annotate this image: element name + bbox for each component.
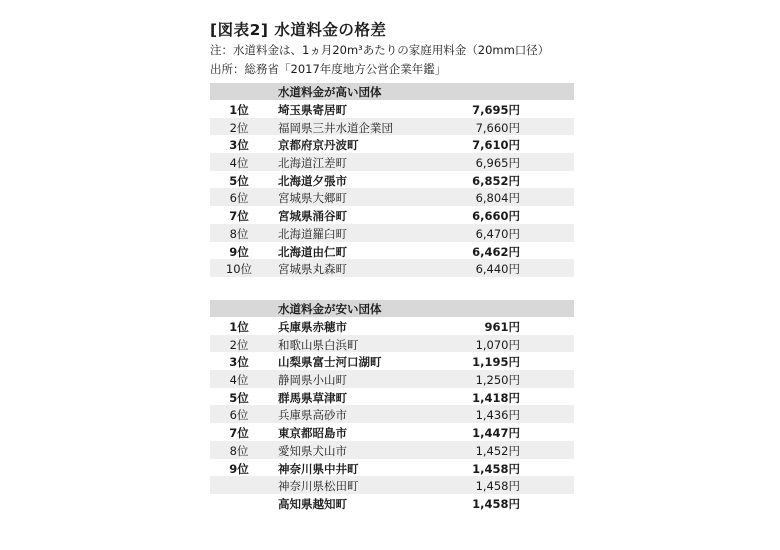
- table-row: [210, 188, 574, 206]
- table-row: [210, 441, 574, 459]
- row-name: 宮城県丸森町: [278, 262, 347, 277]
- row-price: 6,660円: [472, 209, 520, 224]
- row-rank: 6位: [229, 408, 249, 423]
- row-rank: 8位: [229, 226, 249, 241]
- source-note: 出所：総務省「2017年度地方公営企業年鑑」: [210, 62, 447, 76]
- row-price: 6,462円: [472, 244, 520, 259]
- row-price: 1,458円: [472, 496, 520, 511]
- row-name: 高知県越知町: [278, 496, 347, 511]
- row-price: 6,852円: [472, 173, 520, 188]
- row-name: 愛知県犬山市: [278, 443, 347, 458]
- table-row: [210, 118, 574, 136]
- row-name: 群馬県草津町: [278, 390, 347, 405]
- table-row: [210, 171, 574, 189]
- row-name: 宮城県涌谷町: [278, 209, 347, 224]
- row-name: 埼玉県寄居町: [278, 103, 347, 117]
- row-price: 1,250円: [475, 373, 520, 388]
- table-body: [210, 100, 574, 277]
- row-rank: 4位: [229, 156, 249, 171]
- row-name: 神奈川県中井町: [278, 461, 359, 476]
- table-row: [210, 259, 574, 277]
- footnote: 注：水道料金は、1ヵ月20m³あたりの家庭用料金（20mm口径）: [210, 43, 550, 57]
- row-rank: 2位: [229, 337, 249, 352]
- table-row: [210, 317, 574, 335]
- table-header-label: 水道料金が安い団体: [278, 302, 382, 316]
- row-rank: 10位: [225, 262, 253, 277]
- row-price: 7,610円: [472, 138, 520, 153]
- row-name: 東京都昭島市: [278, 426, 347, 441]
- table-row: [210, 100, 574, 118]
- row-price: 6,965円: [475, 156, 520, 171]
- table-row: [210, 388, 574, 406]
- row-price: 1,436円: [475, 408, 520, 423]
- table-header-label: 水道料金が高い団体: [278, 85, 382, 99]
- row-name: 宮城県大郷町: [278, 191, 347, 206]
- row-name: 山梨県富士河口湖町: [278, 355, 382, 370]
- row-price: 6,470円: [475, 226, 520, 241]
- row-name: 神奈川県松田町: [278, 479, 359, 494]
- row-price: 1,195円: [472, 355, 520, 370]
- low-price-table: [210, 300, 574, 512]
- table-row: [210, 476, 574, 494]
- row-rank: 9位: [229, 244, 249, 259]
- row-rank: 1位: [229, 320, 249, 334]
- table-row: [210, 153, 574, 171]
- row-rank: 5位: [229, 390, 249, 405]
- row-rank: 8位: [229, 443, 249, 458]
- table-row: [210, 335, 574, 353]
- row-name: 静岡県小山町: [278, 373, 347, 388]
- row-rank: 4位: [229, 373, 249, 388]
- row-name: 兵庫県高砂市: [278, 408, 347, 423]
- table-row: [210, 135, 574, 153]
- table-header: [210, 83, 574, 100]
- row-rank: 1位: [229, 103, 249, 117]
- row-rank: 3位: [229, 138, 249, 153]
- row-rank: 9位: [229, 461, 249, 476]
- row-price: 6,804円: [475, 191, 520, 206]
- row-rank: 5位: [229, 173, 249, 188]
- row-price: 961円: [484, 320, 520, 334]
- table-row: [210, 242, 574, 260]
- figure-title: [図表2] 水道料金の格差: [210, 21, 387, 39]
- row-name: 北海道由仁町: [278, 244, 347, 259]
- row-rank: 2位: [229, 120, 249, 135]
- row-price: 1,458円: [475, 479, 520, 494]
- table-row: [210, 494, 574, 512]
- row-rank: 7位: [229, 209, 249, 224]
- table-body: [210, 317, 574, 512]
- row-name: 和歌山県白浜町: [278, 337, 359, 352]
- row-price: 1,452円: [475, 443, 520, 458]
- row-name: 京都府京丹波町: [278, 138, 359, 153]
- row-name: 北海道江差町: [278, 156, 347, 171]
- row-name: 北海道羅臼町: [278, 226, 347, 241]
- table-row: [210, 405, 574, 423]
- row-name: 兵庫県赤穂市: [278, 320, 347, 334]
- table-row: [210, 224, 574, 242]
- table-row: [210, 206, 574, 224]
- row-name: 北海道夕張市: [278, 173, 347, 188]
- table-row: [210, 352, 574, 370]
- row-price: 7,695円: [472, 103, 520, 117]
- row-rank: 7位: [229, 426, 249, 441]
- row-price: 1,458円: [472, 461, 520, 476]
- row-price: 1,447円: [472, 426, 520, 441]
- row-price: 7,660円: [475, 120, 520, 135]
- table-row: [210, 370, 574, 388]
- table-row: [210, 423, 574, 441]
- table-row: [210, 459, 574, 477]
- row-name: 福岡県三井水道企業団: [278, 120, 393, 135]
- row-price: 1,418円: [472, 390, 520, 405]
- table-header: [210, 300, 574, 317]
- row-rank: 3位: [229, 355, 249, 370]
- row-price: 6,440円: [475, 262, 520, 277]
- high-price-table: [210, 83, 574, 277]
- row-price: 1,070円: [475, 337, 520, 352]
- row-rank: 6位: [229, 191, 249, 206]
